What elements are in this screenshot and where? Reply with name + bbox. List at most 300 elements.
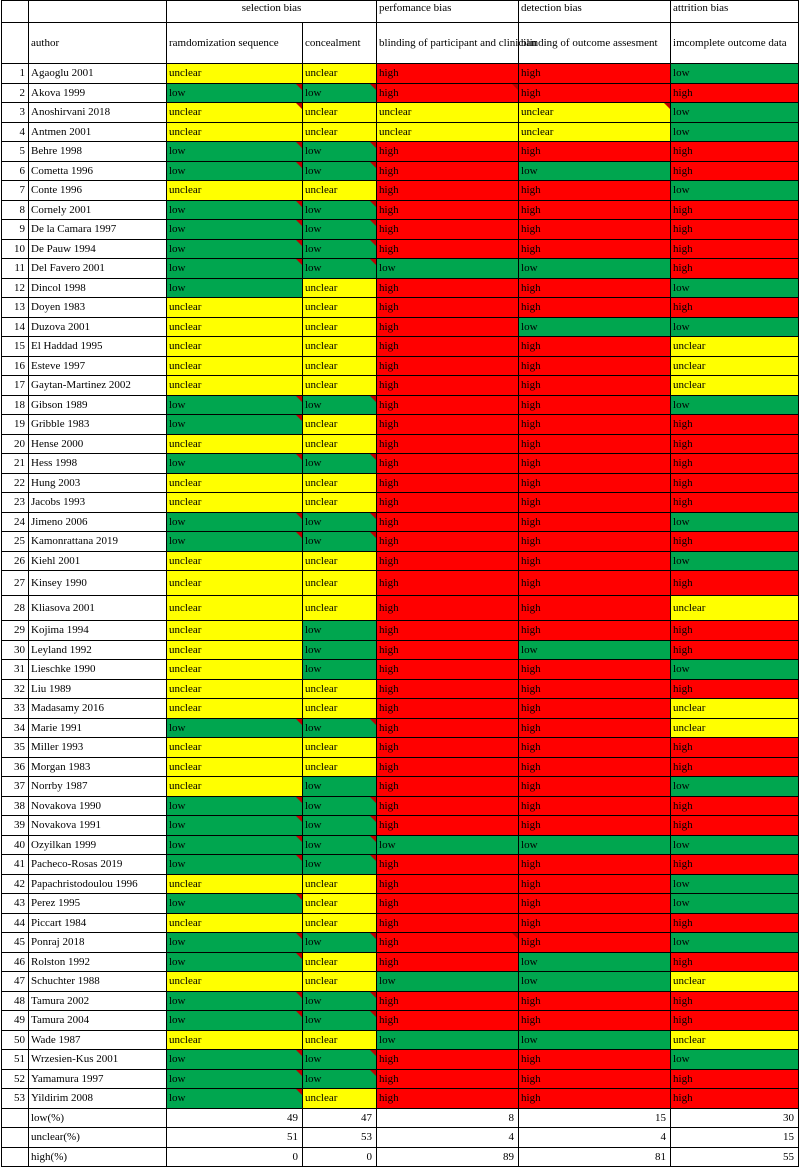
author-cell[interactable]: Kojima 1994 [29,621,167,641]
blinding-outcome-cell[interactable]: high [519,933,671,953]
blinding-participant-cell[interactable]: high [377,181,519,201]
blinding-participant-cell[interactable]: high [377,738,519,758]
concealment-cell[interactable]: unclear [303,181,377,201]
summary-value-cell[interactable]: 55 [671,1147,799,1167]
row-number-cell[interactable]: 9 [2,220,29,240]
rand-cell[interactable]: low [167,835,303,855]
blinding-participant-cell[interactable]: high [377,454,519,474]
author-cell[interactable]: Lieschke 1990 [29,660,167,680]
incomplete-outcome-cell[interactable]: unclear [671,718,799,738]
blinding-outcome-cell[interactable]: high [519,278,671,298]
blinding-participant-cell[interactable]: high [377,660,519,680]
incomplete-outcome-cell[interactable]: high [671,738,799,758]
author-cell[interactable]: Conte 1996 [29,181,167,201]
incomplete-outcome-cell[interactable]: unclear [671,356,799,376]
blinding-outcome-cell[interactable]: high [519,738,671,758]
blinding-participant-header[interactable]: blinding of participant and clinician [377,23,519,64]
row-number-cell[interactable]: 26 [2,551,29,571]
rand-cell[interactable]: unclear [167,640,303,660]
blinding-participant-cell[interactable]: high [377,699,519,719]
blinding-participant-cell[interactable]: low [377,1030,519,1050]
summary-value-cell[interactable]: 8 [377,1108,519,1128]
row-number-cell[interactable]: 50 [2,1030,29,1050]
incomplete-outcome-cell[interactable]: high [671,1069,799,1089]
randomization-header[interactable]: ramdomization sequence [167,23,303,64]
author-cell[interactable]: Schuchter 1988 [29,972,167,992]
blinding-outcome-cell[interactable]: high [519,699,671,719]
rand-cell[interactable]: unclear [167,679,303,699]
blinding-participant-cell[interactable]: high [377,874,519,894]
summary-value-cell[interactable]: 4 [519,1128,671,1148]
blinding-outcome-cell[interactable]: low [519,952,671,972]
blinding-outcome-cell[interactable]: high [519,181,671,201]
rand-cell[interactable]: unclear [167,1030,303,1050]
author-cell[interactable]: Antmen 2001 [29,122,167,142]
concealment-cell[interactable]: low [303,83,377,103]
row-number-cell[interactable]: 44 [2,913,29,933]
author-cell[interactable]: Jimeno 2006 [29,512,167,532]
author-cell[interactable]: Miller 1993 [29,738,167,758]
blinding-outcome-cell[interactable]: high [519,796,671,816]
concealment-header[interactable]: concealment [303,23,377,64]
author-cell[interactable]: Doyen 1983 [29,298,167,318]
author-cell[interactable]: Liu 1989 [29,679,167,699]
blinding-participant-cell[interactable]: high [377,220,519,240]
blinding-outcome-cell[interactable]: high [519,493,671,513]
concealment-cell[interactable]: unclear [303,122,377,142]
blinding-outcome-cell[interactable]: high [519,757,671,777]
blinding-participant-cell[interactable]: unclear [377,103,519,123]
blinding-outcome-cell[interactable]: high [519,913,671,933]
author-cell[interactable]: De la Camara 1997 [29,220,167,240]
author-cell[interactable]: Yamamura 1997 [29,1069,167,1089]
concealment-cell[interactable]: unclear [303,493,377,513]
row-number-cell[interactable]: 3 [2,103,29,123]
concealment-cell[interactable]: unclear [303,64,377,84]
incomplete-outcome-cell[interactable]: low [671,933,799,953]
blinding-participant-cell[interactable]: high [377,239,519,259]
blinding-participant-cell[interactable]: high [377,532,519,552]
rand-cell[interactable]: unclear [167,337,303,357]
blinding-participant-cell[interactable]: high [377,473,519,493]
row-number-cell[interactable]: 30 [2,640,29,660]
blinding-outcome-cell[interactable]: high [519,220,671,240]
author-cell[interactable]: Kiehl 2001 [29,551,167,571]
incomplete-outcome-cell[interactable]: low [671,777,799,797]
incomplete-outcome-cell[interactable]: high [671,83,799,103]
concealment-cell[interactable]: low [303,796,377,816]
blinding-participant-cell[interactable]: unclear [377,122,519,142]
blinding-participant-cell[interactable]: low [377,972,519,992]
incomplete-outcome-cell[interactable]: unclear [671,699,799,719]
blinding-outcome-cell[interactable]: high [519,718,671,738]
summary-value-cell[interactable]: 0 [167,1147,303,1167]
rand-cell[interactable]: unclear [167,317,303,337]
incomplete-outcome-cell[interactable]: high [671,571,799,596]
incomplete-outcome-cell[interactable]: high [671,621,799,641]
concealment-cell[interactable]: unclear [303,317,377,337]
incomplete-outcome-cell[interactable]: low [671,181,799,201]
concealment-cell[interactable]: low [303,621,377,641]
incomplete-outcome-cell[interactable]: unclear [671,596,799,621]
blinding-participant-cell[interactable]: high [377,1050,519,1070]
blinding-participant-cell[interactable]: high [377,278,519,298]
incomplete-outcome-cell[interactable]: high [671,1089,799,1109]
row-number-cell[interactable]: 11 [2,259,29,279]
row-number-header[interactable] [2,23,29,64]
concealment-cell[interactable]: low [303,816,377,836]
incomplete-outcome-cell[interactable]: high [671,454,799,474]
concealment-cell[interactable]: low [303,512,377,532]
blinding-participant-cell[interactable]: high [377,796,519,816]
incomplete-outcome-cell[interactable]: high [671,298,799,318]
blinding-outcome-cell[interactable]: high [519,142,671,162]
summary-value-cell[interactable]: 89 [377,1147,519,1167]
rand-cell[interactable]: unclear [167,972,303,992]
incomplete-outcome-cell[interactable]: unclear [671,972,799,992]
row-number-cell[interactable]: 27 [2,571,29,596]
incomplete-outcome-cell[interactable]: high [671,757,799,777]
concealment-cell[interactable]: low [303,718,377,738]
concealment-cell[interactable]: low [303,835,377,855]
author-cell[interactable]: Kinsey 1990 [29,571,167,596]
blinding-outcome-cell[interactable]: high [519,660,671,680]
blinding-outcome-cell[interactable]: high [519,894,671,914]
rand-cell[interactable]: low [167,395,303,415]
row-number-cell[interactable]: 34 [2,718,29,738]
author-cell[interactable]: Tamura 2004 [29,1011,167,1031]
author-cell[interactable]: Dincol 1998 [29,278,167,298]
rand-cell[interactable]: low [167,1050,303,1070]
incomplete-outcome-cell[interactable]: low [671,122,799,142]
blinding-outcome-cell[interactable]: high [519,434,671,454]
incomplete-outcome-cell[interactable]: low [671,835,799,855]
author-cell[interactable]: Hess 1998 [29,454,167,474]
concealment-cell[interactable]: low [303,161,377,181]
incomplete-outcome-cell[interactable]: high [671,493,799,513]
row-number-cell[interactable]: 7 [2,181,29,201]
row-number-cell[interactable]: 28 [2,596,29,621]
concealment-cell[interactable]: unclear [303,473,377,493]
blinding-participant-cell[interactable]: high [377,434,519,454]
author-cell[interactable]: Novakova 1991 [29,816,167,836]
incomplete-outcome-cell[interactable]: low [671,551,799,571]
author-cell[interactable]: Morgan 1983 [29,757,167,777]
incomplete-outcome-cell[interactable]: high [671,434,799,454]
rand-cell[interactable]: low [167,454,303,474]
blinding-participant-cell[interactable]: high [377,571,519,596]
rand-cell[interactable]: unclear [167,493,303,513]
author-cell[interactable]: Yildirim 2008 [29,1089,167,1109]
rand-cell[interactable]: low [167,991,303,1011]
concealment-cell[interactable]: unclear [303,434,377,454]
blinding-participant-cell[interactable]: low [377,259,519,279]
blinding-participant-cell[interactable]: high [377,777,519,797]
summary-value-cell[interactable]: 4 [377,1128,519,1148]
concealment-cell[interactable]: unclear [303,952,377,972]
author-cell[interactable]: Cometta 1996 [29,161,167,181]
incomplete-outcome-cell[interactable]: high [671,220,799,240]
concealment-cell[interactable]: low [303,933,377,953]
blinding-outcome-cell[interactable]: high [519,855,671,875]
rand-cell[interactable]: low [167,220,303,240]
row-number-cell[interactable]: 47 [2,972,29,992]
incomplete-outcome-cell[interactable]: high [671,532,799,552]
incomplete-outcome-cell[interactable]: unclear [671,337,799,357]
author-cell[interactable]: Esteve 1997 [29,356,167,376]
author-cell[interactable]: Pacheco-Rosas 2019 [29,855,167,875]
row-number-cell[interactable]: 46 [2,952,29,972]
incomplete-outcome-cell[interactable]: high [671,855,799,875]
author-cell[interactable]: Agaoglu 2001 [29,64,167,84]
blinding-outcome-cell[interactable]: low [519,640,671,660]
concealment-cell[interactable]: unclear [303,874,377,894]
performance-bias-header[interactable]: perfomance bias [377,1,519,23]
blinding-outcome-cell[interactable]: high [519,816,671,836]
blinding-outcome-cell[interactable]: high [519,337,671,357]
row-number-cell[interactable]: 5 [2,142,29,162]
concealment-cell[interactable]: low [303,239,377,259]
row-number-cell[interactable]: 43 [2,894,29,914]
author-cell[interactable]: Piccart 1984 [29,913,167,933]
author-cell[interactable]: Gibson 1989 [29,395,167,415]
rand-cell[interactable]: low [167,83,303,103]
rand-cell[interactable]: unclear [167,699,303,719]
row-number-cell[interactable]: 24 [2,512,29,532]
rand-cell[interactable]: low [167,1069,303,1089]
blinding-outcome-cell[interactable]: low [519,161,671,181]
row-number-cell[interactable]: 52 [2,1069,29,1089]
concealment-cell[interactable]: low [303,991,377,1011]
blinding-outcome-cell[interactable]: high [519,376,671,396]
incomplete-outcome-cell[interactable]: high [671,991,799,1011]
rand-cell[interactable]: low [167,894,303,914]
blinding-outcome-cell[interactable]: high [519,298,671,318]
rand-cell[interactable]: unclear [167,64,303,84]
row-number-cell[interactable]: 36 [2,757,29,777]
blinding-participant-cell[interactable]: high [377,855,519,875]
rand-cell[interactable]: unclear [167,660,303,680]
summary-value-cell[interactable]: 49 [167,1108,303,1128]
blinding-outcome-cell[interactable]: high [519,991,671,1011]
author-cell[interactable]: Ponraj 2018 [29,933,167,953]
blinding-participant-cell[interactable]: high [377,1089,519,1109]
concealment-cell[interactable]: unclear [303,894,377,914]
blinding-participant-cell[interactable]: high [377,83,519,103]
rand-cell[interactable]: low [167,142,303,162]
row-number-cell[interactable]: 35 [2,738,29,758]
blinding-outcome-cell[interactable]: high [519,200,671,220]
blinding-outcome-cell[interactable]: low [519,835,671,855]
author-cell[interactable]: Marie 1991 [29,718,167,738]
row-number-cell[interactable]: 19 [2,415,29,435]
concealment-cell[interactable]: unclear [303,571,377,596]
blinding-outcome-cell[interactable]: low [519,317,671,337]
author-cell[interactable]: Rolston 1992 [29,952,167,972]
row-number-cell[interactable]: 13 [2,298,29,318]
blinding-participant-cell[interactable]: high [377,376,519,396]
author-cell[interactable]: Madasamy 2016 [29,699,167,719]
rand-cell[interactable]: low [167,796,303,816]
row-number-cell[interactable]: 21 [2,454,29,474]
author-cell[interactable]: Duzova 2001 [29,317,167,337]
incomplete-outcome-cell[interactable]: high [671,913,799,933]
blinding-participant-cell[interactable]: high [377,395,519,415]
concealment-cell[interactable]: unclear [303,298,377,318]
summary-value-cell[interactable]: 15 [671,1128,799,1148]
blinding-participant-cell[interactable]: high [377,816,519,836]
author-cell[interactable]: Kamonrattana 2019 [29,532,167,552]
concealment-cell[interactable]: unclear [303,738,377,758]
concealment-cell[interactable]: low [303,395,377,415]
rand-cell[interactable]: low [167,278,303,298]
blinding-outcome-cell[interactable]: high [519,239,671,259]
concealment-cell[interactable]: unclear [303,376,377,396]
row-number-cell[interactable]: 29 [2,621,29,641]
rand-cell[interactable]: low [167,512,303,532]
row-number-cell[interactable]: 53 [2,1089,29,1109]
rand-cell[interactable]: unclear [167,596,303,621]
rand-cell[interactable]: low [167,200,303,220]
row-number-cell[interactable]: 6 [2,161,29,181]
concealment-cell[interactable]: low [303,142,377,162]
incomplete-outcome-cell[interactable]: unclear [671,1030,799,1050]
rand-cell[interactable]: low [167,532,303,552]
incomplete-outcome-cell[interactable]: high [671,239,799,259]
rand-cell[interactable]: unclear [167,551,303,571]
blinding-participant-cell[interactable]: high [377,161,519,181]
rand-cell[interactable]: unclear [167,434,303,454]
blinding-participant-cell[interactable]: high [377,757,519,777]
blinding-outcome-cell[interactable]: high [519,777,671,797]
blinding-participant-cell[interactable]: high [377,298,519,318]
concealment-cell[interactable]: low [303,259,377,279]
blinding-outcome-cell[interactable]: high [519,874,671,894]
summary-blank-cell[interactable] [2,1128,29,1148]
detection-bias-header[interactable]: detection bias [519,1,671,23]
blinding-participant-cell[interactable]: high [377,1011,519,1031]
blinding-outcome-cell[interactable]: high [519,571,671,596]
row-number-cell[interactable]: 23 [2,493,29,513]
blinding-outcome-cell[interactable]: low [519,1030,671,1050]
blinding-participant-cell[interactable]: high [377,415,519,435]
blinding-participant-cell[interactable]: high [377,512,519,532]
rand-cell[interactable]: unclear [167,621,303,641]
author-cell[interactable]: Cornely 2001 [29,200,167,220]
row-number-cell[interactable]: 32 [2,679,29,699]
blinding-outcome-cell[interactable]: unclear [519,103,671,123]
incomplete-outcome-cell[interactable]: low [671,512,799,532]
blinding-participant-cell[interactable]: high [377,337,519,357]
incomplete-outcome-cell[interactable]: low [671,660,799,680]
rand-cell[interactable]: low [167,1011,303,1031]
rand-cell[interactable]: unclear [167,777,303,797]
incomplete-outcome-cell[interactable]: high [671,473,799,493]
incomplete-outcome-header[interactable]: imcomplete outcome data [671,23,799,64]
blinding-outcome-cell[interactable]: high [519,551,671,571]
blinding-participant-cell[interactable]: high [377,596,519,621]
author-cell[interactable]: Jacobs 1993 [29,493,167,513]
row-number-cell[interactable]: 51 [2,1050,29,1070]
rand-cell[interactable]: low [167,933,303,953]
summary-value-cell[interactable]: 47 [303,1108,377,1128]
corner-cell[interactable] [2,1,29,23]
row-number-cell[interactable]: 45 [2,933,29,953]
author-cell[interactable]: Leyland 1992 [29,640,167,660]
author-cell[interactable]: Hung 2003 [29,473,167,493]
concealment-cell[interactable]: unclear [303,1030,377,1050]
author-cell[interactable]: De Pauw 1994 [29,239,167,259]
concealment-cell[interactable]: unclear [303,278,377,298]
blank-header-cell[interactable] [29,1,167,23]
blinding-participant-cell[interactable]: high [377,621,519,641]
author-cell[interactable]: Del Favero 2001 [29,259,167,279]
row-number-cell[interactable]: 39 [2,816,29,836]
blinding-outcome-cell[interactable]: high [519,356,671,376]
concealment-cell[interactable]: unclear [303,596,377,621]
concealment-cell[interactable]: low [303,454,377,474]
blinding-outcome-cell[interactable]: high [519,1089,671,1109]
rand-cell[interactable]: low [167,1089,303,1109]
incomplete-outcome-cell[interactable]: high [671,640,799,660]
concealment-cell[interactable]: low [303,855,377,875]
blinding-participant-cell[interactable]: high [377,991,519,1011]
row-number-cell[interactable]: 41 [2,855,29,875]
incomplete-outcome-cell[interactable]: high [671,952,799,972]
blinding-participant-cell[interactable]: high [377,894,519,914]
incomplete-outcome-cell[interactable]: low [671,317,799,337]
incomplete-outcome-cell[interactable]: unclear [671,376,799,396]
author-cell[interactable]: Hense 2000 [29,434,167,454]
blinding-participant-cell[interactable]: high [377,640,519,660]
rand-cell[interactable]: low [167,952,303,972]
row-number-cell[interactable]: 38 [2,796,29,816]
row-number-cell[interactable]: 49 [2,1011,29,1031]
summary-value-cell[interactable]: 81 [519,1147,671,1167]
row-number-cell[interactable]: 17 [2,376,29,396]
summary-label-cell[interactable]: low(%) [29,1108,167,1128]
blinding-outcome-cell[interactable]: high [519,83,671,103]
concealment-cell[interactable]: low [303,1069,377,1089]
rand-cell[interactable]: unclear [167,571,303,596]
author-cell[interactable]: Anoshirvani 2018 [29,103,167,123]
incomplete-outcome-cell[interactable]: low [671,874,799,894]
blinding-outcome-cell[interactable]: high [519,415,671,435]
summary-label-cell[interactable]: unclear(%) [29,1128,167,1148]
attrition-bias-header[interactable]: attrition bias [671,1,799,23]
row-number-cell[interactable]: 48 [2,991,29,1011]
blinding-outcome-cell[interactable]: high [519,64,671,84]
summary-label-cell[interactable]: high(%) [29,1147,167,1167]
summary-blank-cell[interactable] [2,1147,29,1167]
incomplete-outcome-cell[interactable]: high [671,259,799,279]
incomplete-outcome-cell[interactable]: low [671,103,799,123]
rand-cell[interactable]: low [167,816,303,836]
rand-cell[interactable]: low [167,718,303,738]
concealment-cell[interactable]: low [303,640,377,660]
rand-cell[interactable]: low [167,855,303,875]
blinding-participant-cell[interactable]: high [377,718,519,738]
blinding-outcome-cell[interactable]: high [519,395,671,415]
author-cell[interactable]: Ozyilkan 1999 [29,835,167,855]
rand-cell[interactable]: low [167,259,303,279]
row-number-cell[interactable]: 2 [2,83,29,103]
rand-cell[interactable]: unclear [167,356,303,376]
row-number-cell[interactable]: 31 [2,660,29,680]
concealment-cell[interactable]: unclear [303,679,377,699]
row-number-cell[interactable]: 25 [2,532,29,552]
row-number-cell[interactable]: 1 [2,64,29,84]
